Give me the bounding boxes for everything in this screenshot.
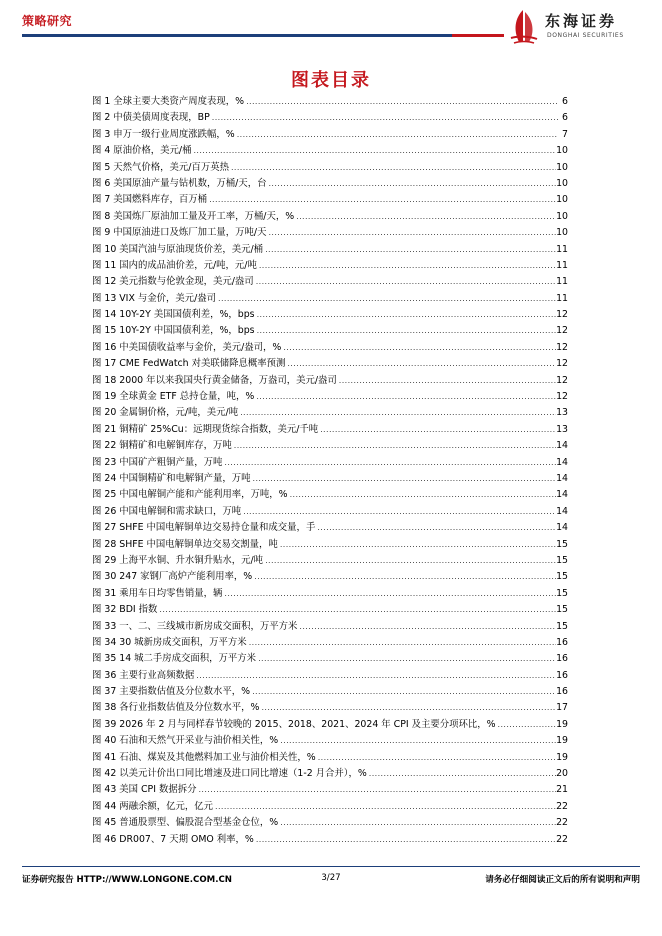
toc-entry-page[interactable]: 11	[556, 243, 568, 255]
toc-entry-label[interactable]: 图 40 石油和天然气开采业与油价相关性，%	[92, 735, 279, 747]
toc-leader-dots	[496, 717, 557, 733]
toc-entry[interactable]	[92, 143, 568, 159]
toc-leader-dots	[251, 471, 557, 487]
toc-entry-label[interactable]: 图 20 金属铜价格，元/吨，美元/吨	[92, 407, 239, 419]
toc-entry[interactable]	[92, 684, 568, 700]
toc-leader-dots	[191, 143, 556, 159]
toc-leader-dots	[255, 307, 557, 323]
toc-leader-dots	[259, 700, 556, 716]
toc-entry[interactable]	[92, 750, 568, 766]
footer-report-url: 证券研究报告 HTTP://WWW.LONGONE.COM.CN	[22, 875, 232, 885]
toc-entry[interactable]	[92, 323, 568, 339]
toc-leader-dots	[278, 815, 556, 831]
toc-entry-page[interactable]: 12	[556, 341, 568, 353]
toc-entry-label[interactable]: 图 25 中国电解铜产能和产能利用率，万吨，%	[92, 489, 288, 501]
toc-entry[interactable]	[92, 209, 568, 225]
toc-entry-label[interactable]: 图 23 中国矿产粗铜产量，万吨	[92, 456, 223, 468]
toc-entry-page[interactable]: 14	[556, 472, 568, 484]
toc-leader-dots	[229, 160, 556, 176]
toc-entry[interactable]	[92, 733, 568, 749]
toc-entry-page[interactable]: 10	[556, 161, 568, 173]
toc-entry[interactable]	[92, 504, 568, 520]
toc-entry-page[interactable]: 22	[556, 833, 568, 845]
toc-leader-dots	[281, 340, 556, 356]
toc-entry[interactable]	[92, 537, 568, 553]
toc-entry-page[interactable]: 10	[556, 194, 568, 206]
toc-entry-page[interactable]: 15	[556, 538, 568, 550]
toc-entry-label[interactable]: 图 36 主要行业高频数据	[92, 669, 195, 681]
toc-entry-label[interactable]: 图 6 美国原油产量与钻机数，万桶/天，台	[92, 177, 267, 189]
toc-leader-dots	[235, 127, 558, 143]
toc-entry-page[interactable]: 12	[556, 309, 568, 321]
report-section-tag: 策略研究	[22, 14, 73, 28]
toc-leader-dots	[232, 438, 556, 454]
toc-entry-page[interactable]: 12	[556, 374, 568, 386]
toc-entry-label[interactable]: 图 37 主要指数估值及分位数水平，%	[92, 686, 251, 698]
toc-entry[interactable]	[92, 373, 568, 389]
toc-entry[interactable]	[92, 422, 568, 438]
toc-leader-dots	[257, 258, 556, 274]
toc-leader-dots	[254, 832, 556, 848]
toc-entry[interactable]	[92, 225, 568, 241]
brand-logo	[505, 6, 645, 50]
toc-leader-dots	[222, 586, 556, 602]
toc-entry[interactable]	[92, 832, 568, 848]
toc-entry-page[interactable]: 14	[556, 522, 568, 534]
toc-entry[interactable]	[92, 700, 568, 716]
toc-entry-page[interactable]: 15	[556, 587, 568, 599]
toc-entry[interactable]	[92, 782, 568, 798]
toc-leader-dots	[252, 569, 556, 585]
toc-entry-label[interactable]: 图 29 上海平水铜、升水铜升贴水，元/吨	[92, 554, 264, 566]
toc-entry-label[interactable]: 图 21 铜精矿 25%Cu：远期现货综合指数，美元/千吨	[92, 423, 319, 435]
toc-entry[interactable]	[92, 160, 568, 176]
toc-entry-page[interactable]: 6	[562, 96, 568, 107]
toc-leader-dots	[213, 799, 556, 815]
toc-entry-page[interactable]: 15	[556, 571, 568, 583]
sailboat-logo-icon	[505, 8, 541, 46]
toc-entry[interactable]	[92, 602, 568, 618]
toc-entry[interactable]	[92, 520, 568, 536]
toc-leader-dots	[254, 274, 556, 290]
toc-entry[interactable]	[92, 389, 568, 405]
toc-entry-label[interactable]: 图 44 两融余额，亿元，亿元	[92, 800, 214, 812]
toc-entry-label[interactable]: 图 13 VIX 与金价，美元/盎司	[92, 292, 217, 304]
toc-entry-label[interactable]: 图 7 美国燃料库存，百万桶	[92, 194, 208, 206]
toc-entry[interactable]	[92, 766, 568, 782]
toc-entry-page[interactable]: 15	[556, 620, 568, 632]
toc-leader-dots	[297, 619, 556, 635]
toc-entry-label[interactable]: 图 17 CME FedWatch 对美联储降息概率预测	[92, 358, 286, 370]
toc-entry-label[interactable]: 图 38 各行业指数估值及分位数水平，%	[92, 702, 260, 714]
toc-entry-label[interactable]: 图 22 铜精矿和电解铜库存，万吨	[92, 440, 232, 452]
figure-toc-list	[92, 94, 568, 848]
toc-entry-label[interactable]: 图 31 乘用车日均零售销量，辆	[92, 587, 223, 599]
toc-leader-dots	[288, 487, 557, 503]
toc-entry-page[interactable]: 11	[556, 259, 568, 271]
toc-entry-page[interactable]: 7	[562, 128, 568, 140]
toc-entry[interactable]	[92, 815, 568, 831]
header-divider-blue	[22, 34, 452, 37]
toc-leader-dots	[263, 553, 556, 569]
toc-entry-page[interactable]: 6	[562, 112, 568, 124]
toc-leader-dots	[367, 766, 556, 782]
toc-entry-page[interactable]: 19	[556, 718, 568, 730]
toc-leader-dots	[254, 389, 556, 405]
brand-name-en: DONGHAI SECURITIES	[547, 32, 624, 39]
toc-leader-dots	[256, 651, 556, 667]
toc-entry-label[interactable]: 图 3 申万一级行业周度涨跌幅，%	[92, 128, 235, 140]
toc-entry-label[interactable]: 图 34 30 城新房成交面积，万平方米	[92, 636, 247, 648]
toc-entry-page[interactable]: 16	[556, 669, 568, 681]
toc-leader-dots	[285, 356, 556, 372]
toc-entry-label[interactable]: 图 5 天然气价格，美元/百万英热	[92, 161, 229, 173]
toc-entry-label[interactable]: 图 32 BDI 指数	[92, 604, 158, 616]
toc-leader-dots	[278, 733, 556, 749]
toc-leader-dots	[207, 192, 556, 208]
toc-entry-page[interactable]: 22	[556, 800, 568, 812]
footer-divider	[22, 866, 640, 867]
toc-entry[interactable]	[92, 619, 568, 635]
toc-entry-label[interactable]: 图 4 原油价格，美元/桶	[92, 145, 192, 157]
toc-entry-label[interactable]: 图 35 14 城二手房成交面积，万平方米	[92, 653, 257, 665]
toc-leader-dots	[216, 291, 556, 307]
toc-entry-page[interactable]: 14	[556, 456, 568, 468]
toc-entry-page[interactable]: 12	[556, 358, 568, 370]
toc-leader-dots	[337, 373, 556, 389]
toc-entry[interactable]	[92, 258, 568, 274]
toc-entry-page[interactable]: 12	[556, 325, 568, 337]
toc-entry-label[interactable]: 图 24 中国铜精矿和电解铜产量，万吨	[92, 472, 251, 484]
toc-entry-page[interactable]: 13	[556, 407, 568, 419]
toc-entry-page[interactable]: 15	[556, 604, 568, 616]
toc-entry-label[interactable]: 图 12 美元指数与伦敦金现，美元/盎司	[92, 276, 254, 288]
toc-entry-page[interactable]: 14	[556, 505, 568, 517]
toc-entry-label[interactable]: 图 18 2000 年以来我国央行黄金储备，万盎司，美元/盎司	[92, 374, 337, 386]
toc-entry[interactable]	[92, 291, 568, 307]
toc-entry-label[interactable]: 图 28 SHFE 中国电解铜单边交易交割量，吨	[92, 538, 278, 550]
toc-leader-dots	[157, 602, 556, 618]
toc-leader-dots	[315, 520, 556, 536]
toc-entry-page[interactable]: 21	[556, 784, 568, 796]
toc-entry-page[interactable]: 10	[556, 227, 568, 239]
toc-entry-label[interactable]: 图 15 10Y-2Y 中国国债利差，%，bps	[92, 325, 255, 337]
toc-entry[interactable]	[92, 717, 568, 733]
toc-entry-page[interactable]: 19	[556, 751, 568, 763]
toc-entry[interactable]	[92, 471, 568, 487]
page-number: 3/27	[321, 873, 341, 883]
toc-entry[interactable]	[92, 340, 568, 356]
toc-entry-label[interactable]: 图 43 美国 CPI 数据拆分	[92, 784, 197, 796]
toc-entry-label[interactable]: 图 46 DR007、7 天期 OMO 利率，%	[92, 833, 254, 845]
toc-entry-label[interactable]: 图 41 石油、煤炭及其他燃料加工业与油价相关性，%	[92, 751, 316, 763]
toc-leader-dots	[266, 225, 556, 241]
brand-name-cn: 东海证券	[545, 12, 618, 30]
toc-leader-dots	[263, 242, 556, 258]
toc-entry[interactable]	[92, 635, 568, 651]
toc-entry[interactable]	[92, 356, 568, 372]
toc-entry-label[interactable]: 图 42 以美元计价出口同比增速及进口同比增速（1-2 月合并），%	[92, 768, 367, 780]
toc-entry[interactable]	[92, 110, 568, 126]
toc-entry-label[interactable]: 图 19 全球黄金 ETF 总持仓量，吨，%	[92, 391, 255, 403]
toc-entry[interactable]	[92, 799, 568, 815]
toc-entry-label[interactable]: 图 9 中国原油进口及炼厂加工量，万吨/天	[92, 227, 267, 239]
toc-entry[interactable]	[92, 274, 568, 290]
toc-entry-label[interactable]: 图 30 247 家钢厂高炉产能利用率，%	[92, 571, 253, 583]
toc-entry-label[interactable]: 图 45 普通股票型、偏股混合型基金仓位，%	[92, 817, 279, 829]
toc-entry[interactable]	[92, 127, 568, 143]
toc-entry-label[interactable]: 图 10 美国汽油与原油现货价差，美元/桶	[92, 243, 264, 255]
toc-entry-label[interactable]: 图 27 SHFE 中国电解铜单边交易持仓量和成交量，手	[92, 522, 316, 534]
toc-entry-page[interactable]: 20	[556, 768, 568, 780]
toc-entry-page[interactable]: 16	[556, 636, 568, 648]
toc-entry-page[interactable]: 14	[556, 489, 568, 501]
toc-entry-page[interactable]: 11	[556, 276, 568, 288]
toc-entry-page[interactable]: 13	[556, 423, 568, 435]
toc-leader-dots	[247, 635, 556, 651]
toc-leader-dots	[266, 176, 556, 192]
toc-leader-dots	[278, 537, 556, 553]
toc-entry-page[interactable]: 11	[556, 292, 568, 304]
toc-entry[interactable]	[92, 455, 568, 471]
toc-leader-dots	[196, 782, 556, 798]
toc-entry[interactable]	[92, 487, 568, 503]
toc-entry-page[interactable]: 19	[556, 735, 568, 747]
toc-entry-page[interactable]: 10	[556, 145, 568, 157]
toc-entry[interactable]	[92, 242, 568, 258]
toc-entry-page[interactable]: 12	[556, 391, 568, 403]
toc-entry-label[interactable]: 图 26 中国电解铜和需求缺口，万吨	[92, 505, 242, 517]
toc-entry-page[interactable]: 16	[556, 653, 568, 665]
toc-entry[interactable]	[92, 307, 568, 323]
toc-entry[interactable]	[92, 668, 568, 684]
toc-leader-dots	[318, 422, 556, 438]
toc-entry-label[interactable]: 图 39 2026 年 2 月与同样春节较晚的 2015、2018、2021、2024 年 CPI 及主要分项环比，%	[92, 718, 496, 730]
toc-entry-label[interactable]: 图 33 一、二、三线城市新房成交面积，万平方米	[92, 620, 298, 632]
toc-entry[interactable]	[92, 553, 568, 569]
toc-entry-page[interactable]: 10	[556, 210, 568, 222]
toc-entry-page[interactable]: 15	[556, 554, 568, 566]
toc-entry-label[interactable]: 图 14 10Y-2Y 美国国债利差，%，bps	[92, 309, 255, 321]
toc-entry-page[interactable]: 14	[556, 440, 568, 452]
toc-entry-label[interactable]: 图 8 美国炼厂原油加工量及开工率，万桶/天，%	[92, 210, 295, 222]
toc-entry[interactable]	[92, 94, 568, 110]
toc-leader-dots	[238, 405, 556, 421]
toc-leader-dots	[241, 504, 556, 520]
toc-entry[interactable]	[92, 438, 568, 454]
toc-leader-dots	[294, 209, 556, 225]
header-divider-red	[452, 34, 504, 37]
page-title: 图表目录	[291, 70, 371, 91]
toc-entry[interactable]	[92, 405, 568, 421]
toc-entry-page[interactable]: 10	[556, 177, 568, 189]
toc-leader-dots	[210, 110, 558, 126]
footer-disclaimer: 请务必仔细阅读正文后的所有说明和声明	[485, 875, 640, 885]
toc-entry[interactable]	[92, 651, 568, 667]
toc-entry-label[interactable]: 图 1 全球主要大类资产周度表现，%	[92, 96, 245, 107]
toc-entry[interactable]	[92, 176, 568, 192]
toc-leader-dots	[222, 455, 556, 471]
toc-entry-page[interactable]: 17	[556, 702, 568, 714]
toc-leader-dots	[250, 684, 556, 700]
toc-leader-dots	[316, 750, 556, 766]
toc-entry[interactable]	[92, 569, 568, 585]
toc-leader-dots	[244, 94, 558, 110]
toc-entry-label[interactable]: 图 11 国内的成品油价差，元/吨，元/吨	[92, 259, 257, 271]
toc-entry-label[interactable]: 图 2 中债美债周度表现，BP	[92, 112, 210, 124]
toc-leader-dots	[255, 323, 557, 339]
toc-leader-dots	[194, 668, 556, 684]
toc-entry-page[interactable]: 22	[556, 817, 568, 829]
toc-entry[interactable]	[92, 586, 568, 602]
toc-entry[interactable]	[92, 192, 568, 208]
toc-entry-label[interactable]: 图 16 中美国债收益率与金价，美元/盎司，%	[92, 341, 282, 353]
toc-entry-page[interactable]: 16	[556, 686, 568, 698]
